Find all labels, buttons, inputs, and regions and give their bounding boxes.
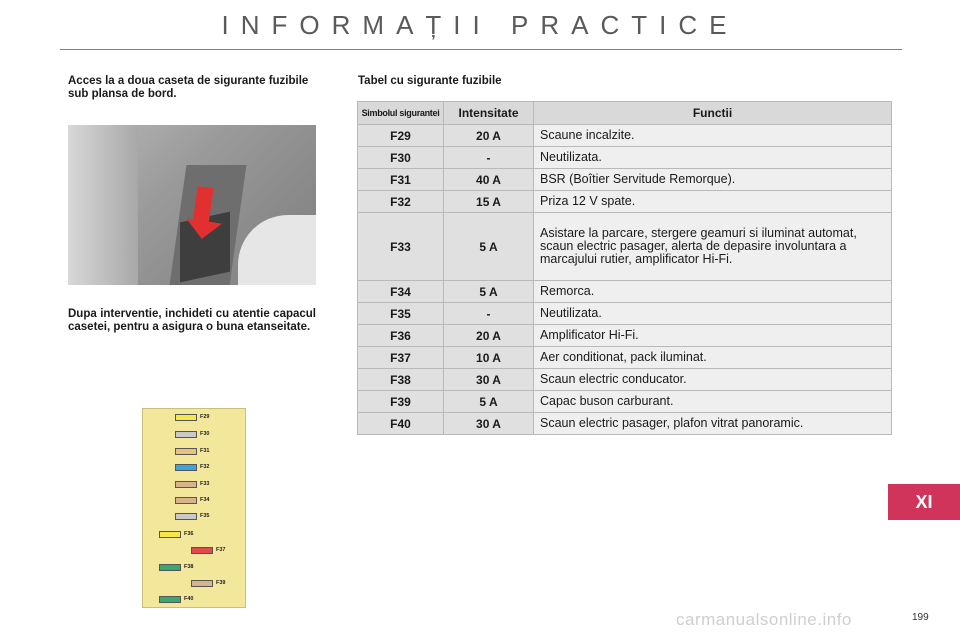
table-row (358, 303, 892, 325)
fuse-intensity: 10 A (444, 347, 534, 369)
fuse-function: Capac buson carburant. (534, 391, 892, 413)
fuse-table (357, 101, 892, 435)
diagram-fuse (175, 413, 209, 421)
diagram-fuse-label: F37 (216, 547, 226, 553)
fuse-intensity: 20 A (444, 325, 534, 347)
fuse-intensity: 30 A (444, 413, 534, 435)
fuse-symbol: F32 (358, 191, 444, 213)
table-row (358, 125, 892, 147)
fuse-symbol: F37 (358, 347, 444, 369)
fuse-function: Neutilizata. (534, 303, 892, 325)
diagram-fuse (175, 480, 209, 488)
fuse-function: Aer conditionat, pack iluminat. (534, 347, 892, 369)
diagram-fuse (175, 463, 209, 471)
table-row (358, 147, 892, 169)
table-row (358, 169, 892, 191)
diagram-fuse-label: F33 (200, 481, 210, 487)
fuse-symbol: F33 (358, 213, 444, 281)
diagram-fuse (175, 496, 209, 504)
diagram-fuse-label: F40 (184, 596, 194, 602)
fuse-intensity: 30 A (444, 369, 534, 391)
diagram-fuse-label: F36 (184, 531, 194, 537)
fuse-function: Scaun electric conducator. (534, 369, 892, 391)
fuse-chip-icon (191, 580, 213, 587)
fuse-function: BSR (Boîtier Servitude Remorque). (534, 169, 892, 191)
watermark: carmanualsonline.info (676, 610, 852, 629)
fuse-symbol: F34 (358, 281, 444, 303)
title-divider (60, 49, 902, 50)
fuse-function: Asistare la parcare, stergere geamuri si iluminat automat, scaun electric pasager, alerta de depasire involuntara a marcajului rutier, amplificator Hi-Fi. (534, 213, 892, 281)
fuse-chip-icon (175, 448, 197, 455)
seat-shape (238, 215, 316, 285)
table-header-row (358, 102, 892, 125)
dashboard-photo (68, 125, 316, 285)
diagram-fuse (175, 447, 209, 455)
fuse-intensity: 5 A (444, 213, 534, 281)
fuse-chip-icon (159, 564, 181, 571)
diagram-fuse-label: F31 (200, 448, 210, 454)
fuse-function: Amplificator Hi-Fi. (534, 325, 892, 347)
fuse-intensity: 5 A (444, 391, 534, 413)
fuse-intensity: - (444, 303, 534, 325)
diagram-fuse (159, 595, 193, 603)
fuse-chip-icon (159, 531, 181, 538)
table-heading: Tabel cu sigurante fuzibile (358, 75, 502, 87)
left-note: Dupa interventie, inchideti cu atentie capacul casetei, pentru a asigura o buna etanseitate. (68, 308, 316, 333)
fuse-symbol: F31 (358, 169, 444, 191)
table-row (358, 213, 892, 281)
diagram-fuse (175, 512, 209, 520)
diagram-fuse (159, 530, 193, 538)
diagram-fuse-label: F35 (200, 513, 210, 519)
fuse-symbol: F29 (358, 125, 444, 147)
fuse-function: Scaun electric pasager, plafon vitrat panoramic. (534, 413, 892, 435)
fuse-box-diagram (142, 408, 246, 608)
table-row (358, 369, 892, 391)
diagram-fuse (175, 430, 209, 438)
diagram-fuse-label: F39 (216, 580, 226, 586)
left-heading: Acces la a doua caseta de sigurante fuzibile sub plansa de bord. (68, 75, 309, 100)
fuse-symbol: F30 (358, 147, 444, 169)
fuse-function: Scaune incalzite. (534, 125, 892, 147)
fuse-symbol: F36 (358, 325, 444, 347)
fuse-chip-icon (159, 596, 181, 603)
page-number: 199 (912, 612, 929, 623)
table-row (358, 281, 892, 303)
fuse-chip-icon (191, 547, 213, 554)
fuse-chip-icon (175, 513, 197, 520)
table-row (358, 325, 892, 347)
diagram-fuse (191, 546, 225, 554)
table-row (358, 413, 892, 435)
fuse-chip-icon (175, 414, 197, 421)
table-row (358, 391, 892, 413)
fuse-symbol: F35 (358, 303, 444, 325)
diagram-fuse (191, 579, 225, 587)
fuse-chip-icon (175, 481, 197, 488)
fuse-intensity: 15 A (444, 191, 534, 213)
diagram-fuse-label: F34 (200, 497, 210, 503)
fuse-symbol: F40 (358, 413, 444, 435)
diagram-fuse-label: F29 (200, 414, 210, 420)
fuse-function: Neutilizata. (534, 147, 892, 169)
diagram-fuse-label: F32 (200, 464, 210, 470)
diagram-fuse-label: F38 (184, 564, 194, 570)
fuse-chip-icon (175, 497, 197, 504)
page-title: INFORMAȚII PRACTICE (221, 10, 739, 40)
column-header-symbol: Simbolul sigurantei (358, 102, 444, 125)
fuse-symbol: F39 (358, 391, 444, 413)
table-row (358, 347, 892, 369)
diagram-fuse (159, 563, 193, 571)
diagram-fuse-label: F30 (200, 431, 210, 437)
fuse-function: Remorca. (534, 281, 892, 303)
fuse-intensity: 20 A (444, 125, 534, 147)
fuse-function: Priza 12 V spate. (534, 191, 892, 213)
fuse-intensity: - (444, 147, 534, 169)
fuse-intensity: 5 A (444, 281, 534, 303)
fuse-chip-icon (175, 431, 197, 438)
door-frame-shape (68, 125, 138, 285)
table-row (358, 191, 892, 213)
fuse-chip-icon (175, 464, 197, 471)
fuse-intensity: 40 A (444, 169, 534, 191)
section-tab[interactable]: XI (888, 484, 960, 520)
column-header-functions: Functii (534, 102, 892, 125)
column-header-intensity: Intensitate (444, 102, 534, 125)
fuse-symbol: F38 (358, 369, 444, 391)
